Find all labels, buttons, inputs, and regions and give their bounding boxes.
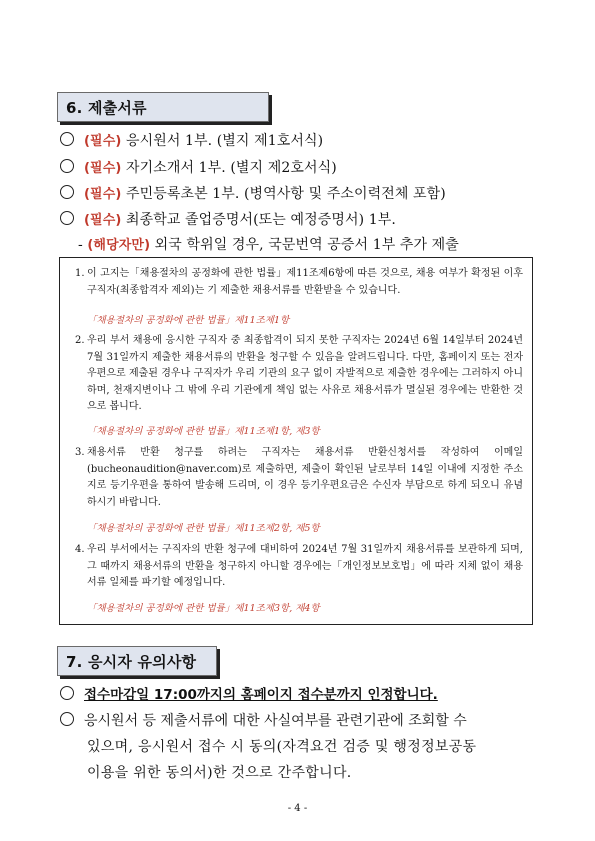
circle-bullet-icon — [60, 159, 74, 173]
deadline-text: 접수마감일 17:00까지의 홈페이지 접수분까지 인정합니다. — [84, 687, 438, 703]
doc-item-text: 최종학교 졸업증명서(또는 예정증명서) 1부. — [121, 212, 396, 228]
circle-bullet-icon — [60, 686, 74, 700]
circle-bullet-icon — [60, 712, 74, 726]
dash-prefix: - — [78, 237, 88, 253]
verification-text-line-3: 이용을 위한 동의서)한 것으로 간주합니다. — [87, 765, 352, 781]
notice-1-citation: 「채용절차의 공정화에 관한 법률」제11조제1항 — [87, 315, 290, 326]
notice-1 — [75, 266, 523, 299]
notice-number: 2. — [75, 335, 85, 346]
circle-bullet-icon — [60, 185, 74, 199]
circle-bullet-icon — [60, 132, 74, 146]
section-6-header — [57, 92, 269, 122]
conditional-tag: (해당자만) — [87, 238, 151, 253]
doc-item-text: 주민등록초본 1부. (병역사항 및 주소이력전체 포함) — [121, 186, 446, 202]
notice-4 — [75, 542, 523, 592]
notice-2-citation: 「채용절차의 공정화에 관한 법률」제11조제1항, 제3항 — [87, 426, 320, 437]
notice-text: 이 고지는「채용절차의 공정화에 관한 법률」제11조제6항에 따른 것으로, 채용 여부가 확정된 이후 구직자(최종합격자 제외)는 기 제출한 채용서류를 반환받을 수 있습니다. — [87, 268, 523, 296]
doc-item-3 — [60, 183, 446, 203]
notice-text: 채용서류 반환 청구를 하려는 구직자는 채용서류 반환신청서를 작성하여 이메일(bucheonaudition@naver.com)로 제출하면, 제출이 확인된 날로부터 14일 이내에 지정한 주소지로 등기우편을 통하여 발송해 드리며, 이 경우 등기우편요금은 수신자 부담으로 하게 되오니 유념하시기 바랍니다. — [87, 447, 523, 508]
doc-item-1 — [60, 130, 323, 150]
circle-bullet-icon — [60, 211, 74, 225]
required-tag: (필수) — [84, 213, 122, 228]
verification-text-line-1: 응시원서 등 제출서류에 대한 사실여부를 관련기관에 조회할 수 — [84, 713, 467, 729]
notice-3-citation: 「채용절차의 공정화에 관한 법률」제11조제2항, 제5항 — [87, 523, 320, 534]
doc-item-text: 응시원서 1부. (별지 제1호서식) — [121, 133, 324, 149]
notice-3 — [75, 445, 523, 511]
required-tag: (필수) — [84, 134, 122, 149]
notice-item-deadline — [60, 683, 438, 703]
doc-item-2 — [60, 157, 337, 177]
required-tag: (필수) — [84, 187, 122, 202]
section-6-title: 6. 제출서류 — [66, 98, 147, 117]
notice-2 — [75, 333, 523, 416]
notice-text: 우리 부서 채용에 응시한 구직자 중 최종합격이 되지 못한 구직자는 2024년 6월 14일부터 2024년 7월 31일까지 제출한 채용서류의 반환을 청구할 수 있음을 알려드립니다. 다만, 홈페이지 또는 전자우편으로 제출된 경우나 구직자가 우리 기관의 요구 없이 자발적으로 제출한 경우에는 그러하지 아니하며, 천재지변이나 그 밖에 우리 기관에게 책임 없는 사유로 채용서류가 멸실된 경우에는 반환한 것으로 봅니다. — [87, 335, 523, 412]
notice-number: 3. — [75, 447, 85, 458]
doc-item-text: 자기소개서 1부. (별지 제2호서식) — [121, 160, 337, 176]
doc-sub-item-text: 외국 학위일 경우, 국문번역 공증서 1부 추가 제출 — [150, 237, 459, 253]
page-number: - 4 - — [287, 803, 308, 814]
doc-item-4 — [60, 209, 396, 229]
verification-text-line-2: 있으며, 응시원서 접수 시 동의(자격요건 검증 및 행정정보공동 — [87, 739, 477, 755]
notice-number: 4. — [75, 544, 85, 555]
notice-item-verification — [60, 710, 467, 730]
section-7-title: 7. 응시자 유의사항 — [66, 652, 197, 671]
notice-number: 1. — [75, 268, 85, 279]
doc-sub-item — [78, 234, 459, 254]
section-7-header — [57, 646, 217, 676]
notice-text: 우리 부서에서는 구직자의 반환 청구에 대비하여 2024년 7월 31일까지 채용서류를 보관하게 되며, 그 때까지 채용서류의 반환을 청구하지 아니할 경우에는「개인정보보호법」에 따라 지체 없이 채용서류 일체를 파기할 예정입니다. — [87, 544, 523, 588]
required-tag: (필수) — [84, 161, 122, 176]
notice-4-citation: 「채용절차의 공정화에 관한 법률」제11조제3항, 제4항 — [87, 603, 320, 614]
